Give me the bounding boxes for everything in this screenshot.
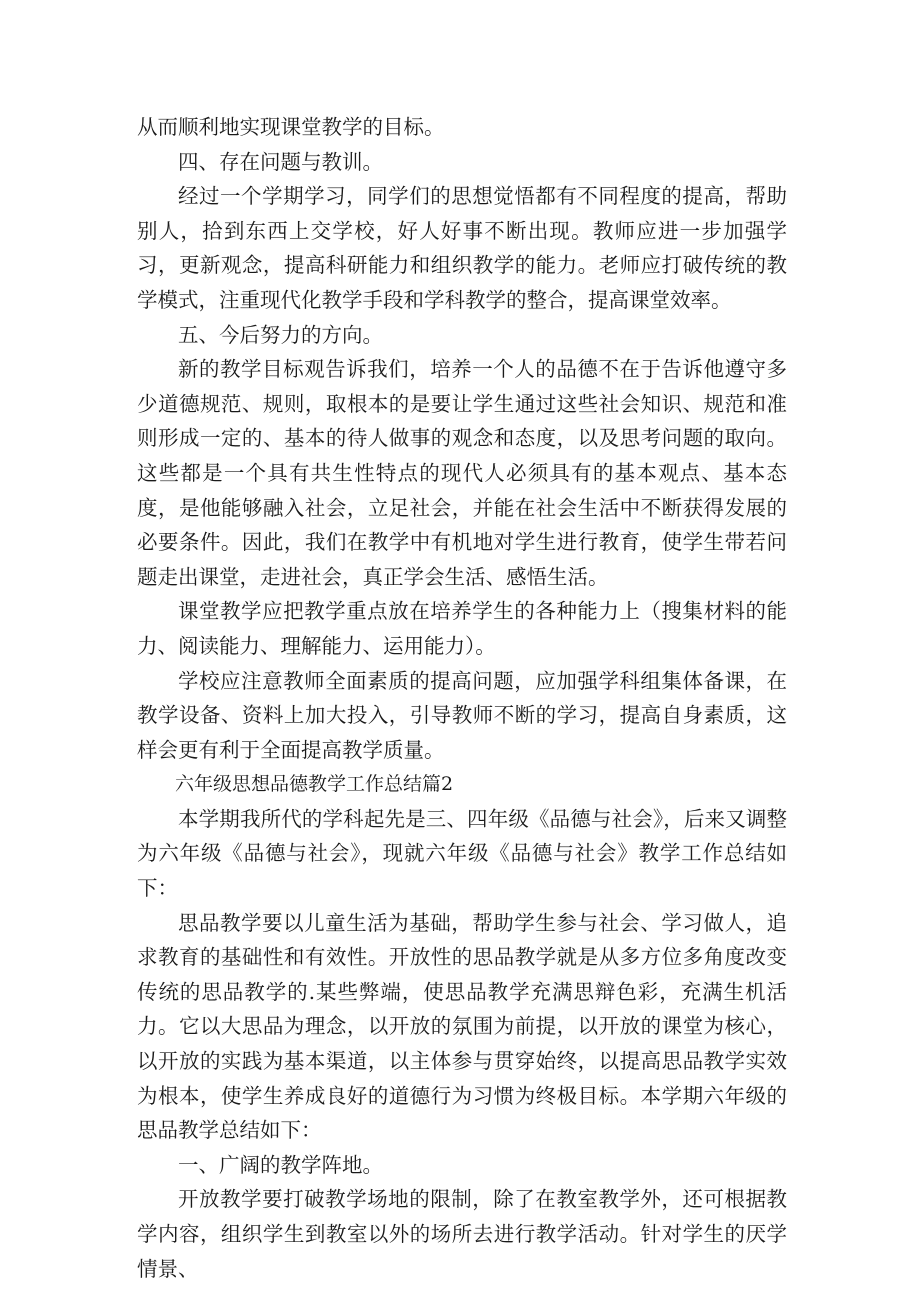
paragraph: 课堂教学应把教学重点放在培养学生的各种能力上（搜集材料的能力、阅读能力、理解能力、运用能力）。 <box>137 599 787 658</box>
paragraph: 新的教学目标观告诉我们，培养一个人的品德不在于告诉他遵守多少道德规范、规则，取根本的是要让学生通过这些社会知识、规范和准则形成一定的、基本的待人做事的观念和态度，以及思考问题的取向。这些都是一个具有共生性特点的现代人必须具有的基本观点、基本态度，是他能够融入社会，立足社会，并能在社会生活中不断获得发展的必要条件。因此，我们在教学中有机地对学生进行教育，使学生带若问题走出课堂，走进社会，真正学会生活、感悟生活。 <box>137 357 787 589</box>
section-heading-teaching-ground: 一、广阔的教学阵地。 <box>178 1152 383 1177</box>
paragraph: 思品教学要以儿童生活为基础，帮助学生参与社会、学习做人，追求教育的基础性和有效性。开放性的思品教学就是从多方位多角度改变传统的思品教学的.某些弊端，使思品教学充满思辩色彩，充满生机活力。它以大思品为理念，以开放的氛围为前提，以开放的课堂为核心，以开放的实践为基本渠道，以主体参与贯穿始终，以提高思品教学实效为根本，使学生养成良好的道德行为习惯为终极目标。本学期六年级的思品教学总结如下： <box>137 910 787 1143</box>
article-title-part2: 六年级思想品德教学工作总结篇2 <box>175 773 454 796</box>
paragraph: 学校应注意教师全面素质的提高问题，应加强学科组集体备课，在教学设备、资料上加大投入，引导教师不断的学习，提高自身素质，这样会更有利于全面提高教学质量。 <box>137 668 787 762</box>
document-body <box>137 110 787 1286</box>
paragraph: 开放教学要打破教学场地的限制，除了在教室教学外，还可根据教学内容，组织学生到教室以外的场所去进行教学活动。针对学生的厌学情景、 <box>137 1187 787 1281</box>
paragraph: 本学期我所代的学科起先是三、四年级《品德与社会》，后来又调整为六年级《品德与社会》，现就六年级《品德与社会》教学工作总结如下： <box>137 806 787 901</box>
section-heading-problems: 四、存在问题与教训。 <box>178 149 383 174</box>
section-heading-direction: 五、今后努力的方向。 <box>178 322 383 347</box>
paragraph: 经过一个学期学习，同学们的思想觉悟都有不同程度的提高，帮助别人，拾到东西上交学校，好人好事不断出现。教师应进一步加强学习，更新观念，提高科研能力和组织教学的能力。老师应打破传统的教学模式，注重现代化教学手段和学科教学的整合，提高课堂效率。 <box>137 184 787 312</box>
paragraph-continuation: 从而顺利地实现课堂教学的目标。 <box>137 115 445 139</box>
